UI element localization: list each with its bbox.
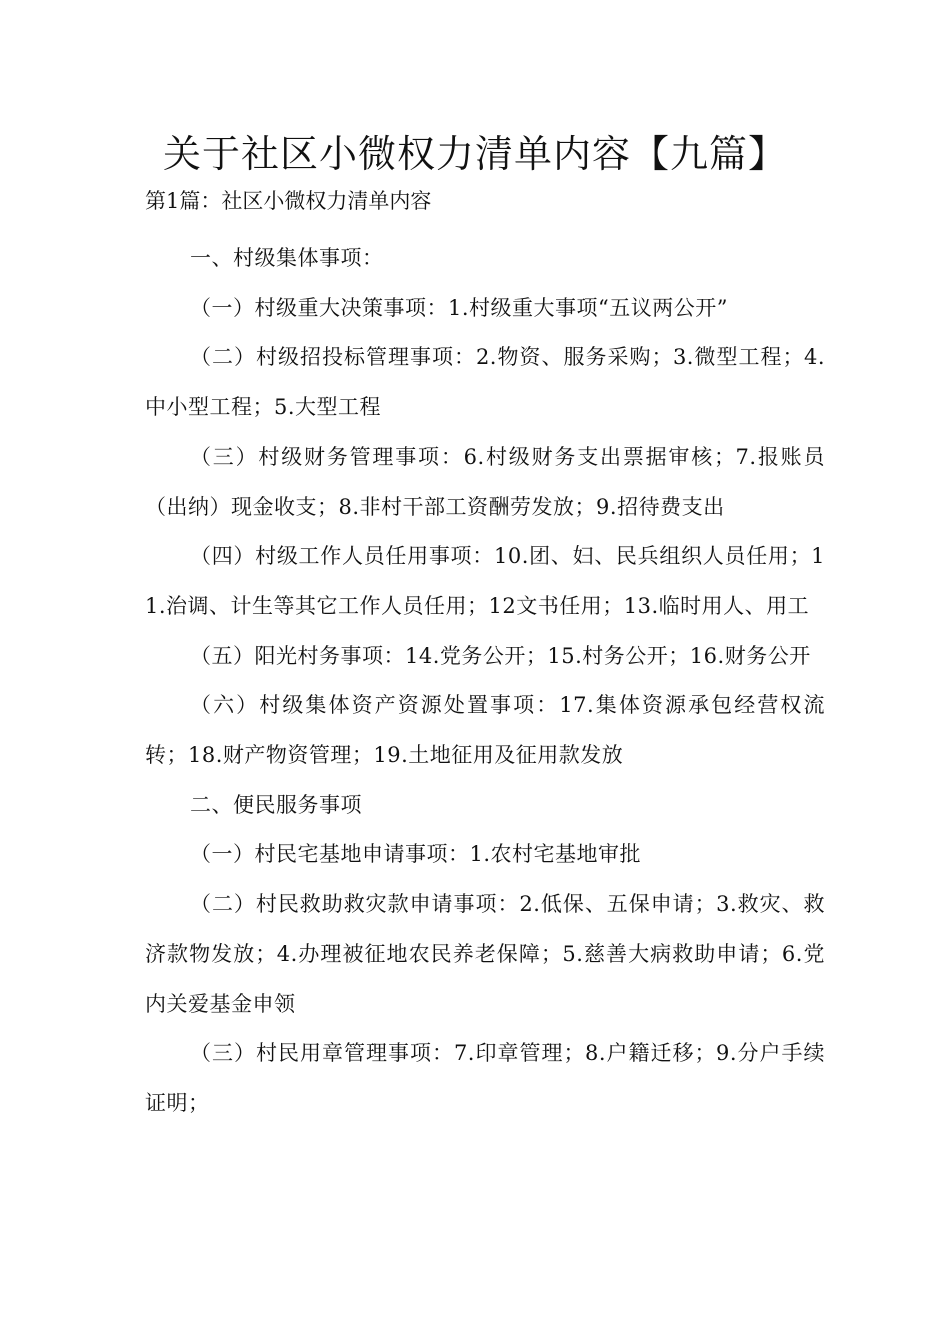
paragraph-2: （一）村级重大决策事项：1.村级重大事项“五议两公开” — [190, 295, 729, 320]
document-title: 关于社区小微权力清单内容【九篇】 — [162, 132, 787, 176]
paragraph-11: （三）村民用章管理事项：7.印章管理；8.户籍迁移；9.分户手续证明； — [145, 1041, 825, 1115]
paragraph-4: （三）村级财务管理事项：6.村级财务支出票据审核；7.报账员（出纳）现金收支；8.非村干部工资酬劳发放；9.招待费支出 — [145, 444, 825, 519]
paragraph-7: （六）村级集体资产资源处置事项：17.集体资源承包经营权流转；18.财产物资管理；19.土地征用及征用款发放 — [145, 693, 825, 768]
document-body — [145, 234, 825, 1129]
paragraph-8: 二、便民服务事项 — [190, 792, 362, 817]
section-heading: 第1篇：社区小微权力清单内容 — [145, 189, 432, 213]
paragraph-3: （二）村级招投标管理事项：2.物资、服务采购；3.微型工程；4.中小型工程；5.大型工程 — [145, 345, 825, 420]
paragraph-5: （四）村级工作人员任用事项：10.团、妇、民兵组织人员任用；11.治调、计生等其它工作人员任用；12文书任用；13.临时用人、用工 — [145, 544, 825, 618]
paragraph-9: （一）村民宅基地申请事项：1.农村宅基地审批 — [190, 842, 642, 867]
paragraph-1: 一、村级集体事项： — [190, 246, 384, 270]
paragraph-10: （二）村民救助救灾款申请事项：2.低保、五保申请；3.救灾、救济款物发放；4.办理被征地农民养老保障；5.慈善大病救助申请；6.党内关爱基金申领 — [145, 892, 825, 1016]
paragraph-6: （五）阳光村务事项：14.党务公开；15.村务公开；16.财务公开 — [190, 643, 811, 668]
